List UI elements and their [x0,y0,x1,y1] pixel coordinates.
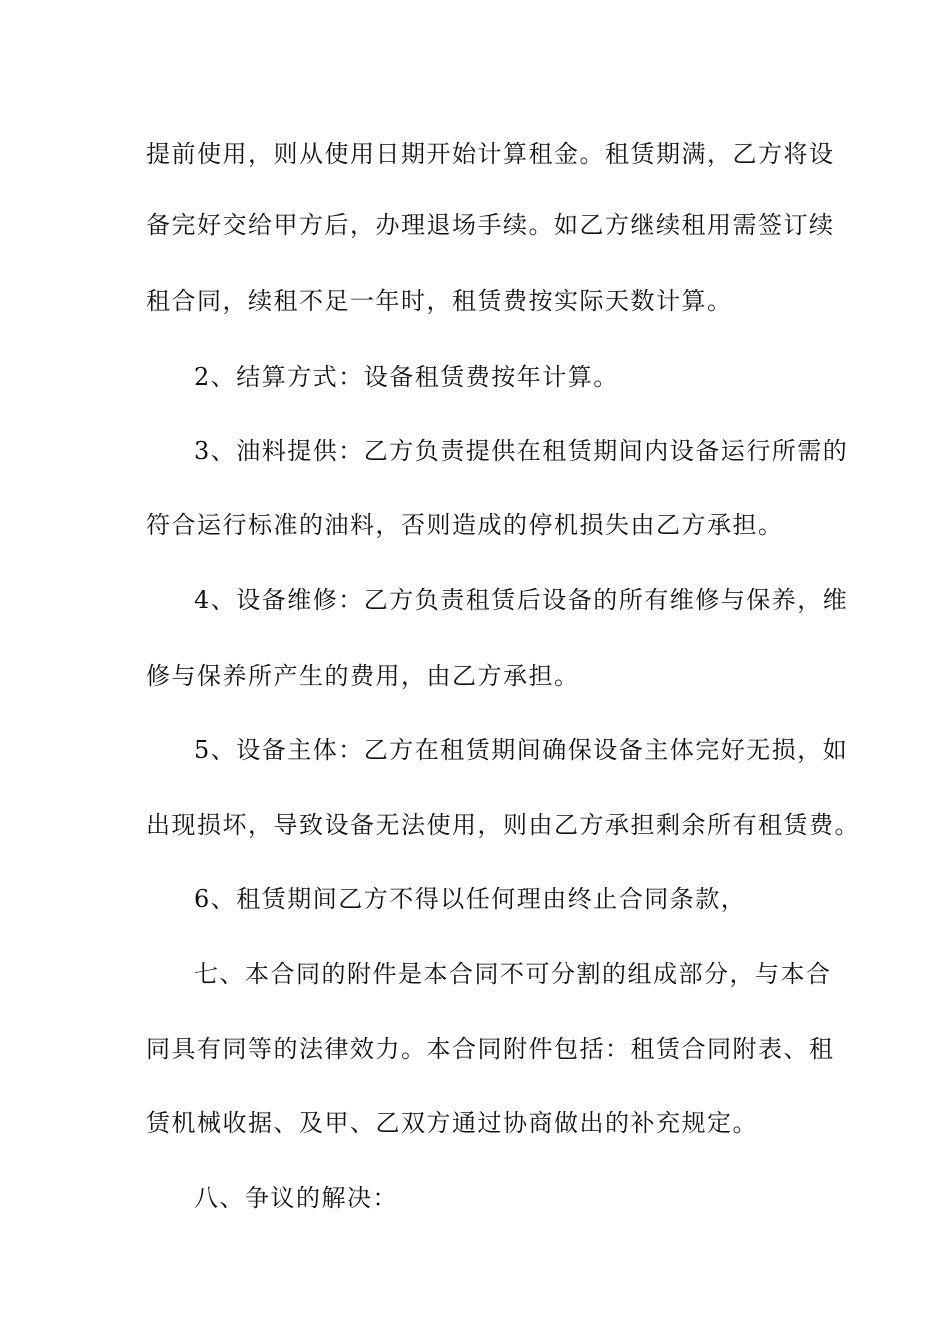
paragraph-item-6: 6、租赁期间乙方不得以任何理由终止合同条款， [194,885,747,913]
text-line: 出现损坏，导致设备无法使用，则由乙方承担剩余所有租赁费。 [146,811,860,839]
section-heading-7: 七、本合同的附件是本合同不可分割的组成部分，与本合 [194,960,832,988]
text-line: 提前使用，则从使用日期开始计算租金。租赁期满，乙方将设 [146,140,835,168]
paragraph-item-5: 5、设备主体：乙方在租赁期间确保设备主体完好无损，如 [194,736,849,764]
text-line: 修与保养所产生的费用，由乙方承担。 [146,662,580,690]
paragraph-item-2: 2、结算方式：设备租赁费按年计算。 [194,363,619,391]
text-line: 同具有同等的法律效力。本合同附件包括：租赁合同附表、租 [146,1035,835,1063]
text-line: 租合同，续租不足一年时，租赁费按实际天数计算。 [146,287,733,315]
paragraph-item-4: 4、设备维修：乙方负责租赁后设备的所有维修与保养，维 [194,586,849,614]
section-heading-8: 八、争议的解决： [194,1184,398,1212]
text-line: 赁机械收据、及甲、乙双方通过协商做出的补充规定。 [146,1109,758,1137]
text-line: 符合运行标准的油料，否则造成的停机损失由乙方承担。 [146,511,784,539]
paragraph-item-3: 3、油料提供：乙方负责提供在租赁期间内设备运行所需的 [194,437,849,465]
text-line: 备完好交给甲方后，办理退场手续。如乙方继续租用需签订续 [146,211,835,239]
